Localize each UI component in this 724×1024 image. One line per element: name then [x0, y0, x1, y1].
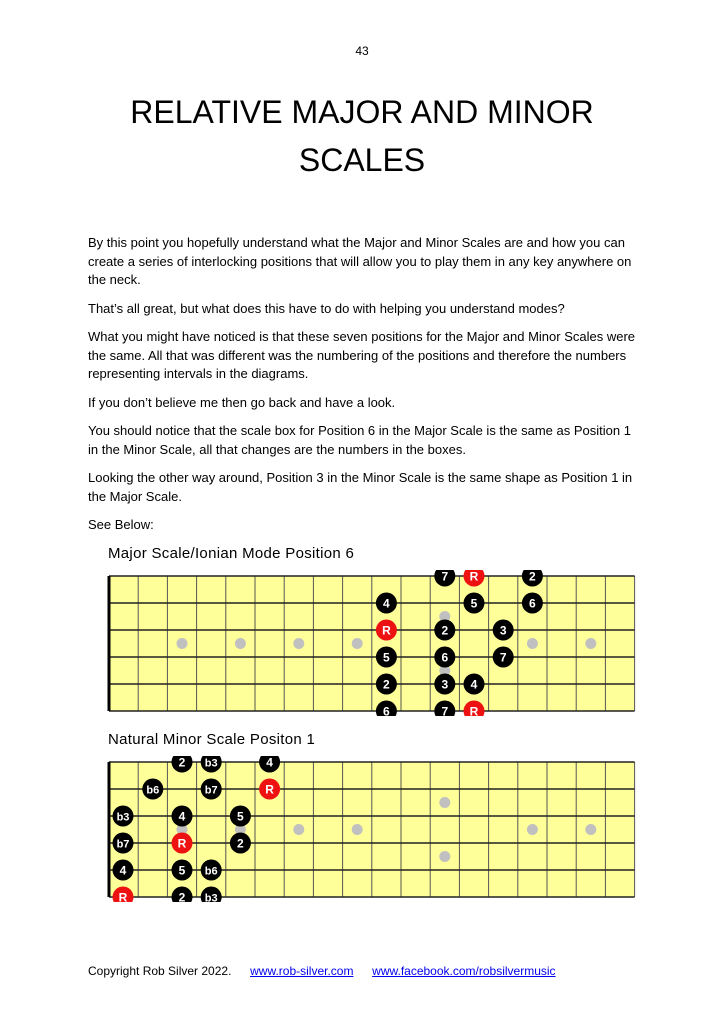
root-note-marker [172, 833, 193, 854]
note-marker [434, 647, 455, 668]
note-label: 6 [441, 650, 449, 665]
fret-inlay-dot [235, 638, 246, 649]
note-marker [434, 620, 455, 641]
note-label: R [118, 890, 128, 902]
note-label: b6 [204, 865, 218, 878]
note-label: R [469, 570, 479, 584]
note-label: 5 [470, 596, 478, 611]
note-label: 2 [178, 756, 186, 770]
note-marker [201, 860, 222, 881]
nut [108, 762, 111, 897]
note-label: 4 [383, 596, 390, 611]
paragraph: You should notice that the scale box for Position 6 in the Major Scale is the same as Position 1 in the Minor Scale, all that changes are the numbers in the boxes. [88, 423, 631, 457]
fret-inlay-dot [527, 824, 538, 835]
note-label: R [382, 623, 391, 638]
note-label: 4 [470, 677, 478, 692]
note-label: 7 [441, 704, 449, 716]
fret-inlay-dot [293, 824, 304, 835]
note-marker [464, 674, 485, 695]
fret-inlay-dot [352, 638, 363, 649]
fret-inlay-dot [527, 638, 538, 649]
fretboard-diagram-minor-position-1 [106, 756, 638, 902]
note-label: 3 [499, 623, 507, 638]
note-marker [230, 833, 251, 854]
note-label: 2 [441, 623, 449, 638]
note-label: 5 [383, 650, 390, 665]
note-label: b6 [146, 784, 160, 797]
note-label: b7 [204, 784, 218, 797]
note-label: 4 [178, 809, 186, 824]
page-number: 43 [355, 44, 369, 58]
note-label: 6 [529, 596, 536, 611]
note-marker [376, 674, 397, 695]
note-label: R [469, 704, 479, 716]
fret-inlay-dot [585, 824, 596, 835]
facebook-link[interactable]: www.facebook.com/robsilvermusic [372, 964, 556, 978]
note-marker [172, 806, 193, 827]
note-label: 5 [237, 809, 244, 824]
body-text [88, 234, 640, 545]
note-marker [493, 620, 514, 641]
note-label: 7 [441, 570, 449, 584]
diagram-2-title: Natural Minor Scale Positon 1 [108, 731, 316, 748]
title-line-2: SCALES [298, 142, 426, 178]
note-label: 2 [383, 677, 390, 692]
note-marker [522, 593, 543, 614]
fretboard-diagram-major-position-6 [106, 570, 638, 716]
paragraph: If you don’t believe me then go back and have a look. [88, 394, 396, 410]
copyright-text: Copyright Rob Silver 2022. [88, 964, 232, 978]
title-line-1: RELATIVE MAJOR AND MINOR [130, 94, 594, 130]
page-title [90, 88, 634, 184]
note-marker [113, 860, 134, 881]
note-marker [142, 779, 163, 800]
note-label: 2 [178, 890, 186, 902]
note-label: b3 [204, 757, 218, 770]
note-marker [172, 860, 193, 881]
note-label: 6 [383, 704, 390, 716]
note-label: b3 [204, 892, 218, 902]
note-label: R [265, 782, 274, 797]
fret-inlay-dot [177, 638, 188, 649]
note-label: b3 [116, 811, 130, 824]
note-label: 3 [441, 677, 449, 692]
note-label: 5 [178, 863, 186, 878]
note-label: 4 [266, 756, 273, 770]
note-label: 2 [529, 570, 536, 584]
note-label: b7 [116, 838, 130, 851]
fret-inlay-dot [439, 797, 450, 808]
note-marker [376, 647, 397, 668]
note-label: R [177, 836, 187, 851]
root-note-marker [376, 620, 397, 641]
fret-inlay-dot [352, 824, 363, 835]
note-marker [230, 806, 251, 827]
fret-inlay-dot [585, 638, 596, 649]
note-marker [493, 647, 514, 668]
note-marker [376, 593, 397, 614]
website-link[interactable]: www.rob-silver.com [250, 964, 354, 978]
note-marker [434, 674, 455, 695]
note-label: 7 [499, 650, 507, 665]
footer [88, 964, 556, 978]
root-note-marker [259, 779, 280, 800]
fret-inlay-dot [293, 638, 304, 649]
diagram-1-title: Major Scale/Ionian Mode Position 6 [108, 545, 355, 562]
note-label: 2 [237, 836, 244, 851]
note-marker [201, 779, 222, 800]
paragraph: See Below: [88, 517, 154, 532]
nut [108, 576, 111, 711]
note-label: 4 [119, 863, 127, 878]
paragraph: That’s all great, but what does this have to do with helping you understand modes? [88, 300, 565, 316]
fret-inlay-dot [439, 851, 450, 862]
note-marker [113, 806, 134, 827]
paragraph: Looking the other way around, Position 3 in the Minor Scale is the same shape as Position 1 in the Major Scale. [88, 470, 633, 504]
paragraph: By this point you hopefully understand what the Major and Minor Scales are and how you can create a series of interlocking positions that will allow you to play them in any key anywhere on the neck. [88, 235, 632, 287]
note-marker [113, 833, 134, 854]
note-marker [464, 593, 485, 614]
paragraph: What you might have noticed is that these seven positions for the Major and Minor Scales were the same. All that was different was the numbering of the positions and therefore the numbers representing intervals in the diagrams. [88, 329, 636, 381]
